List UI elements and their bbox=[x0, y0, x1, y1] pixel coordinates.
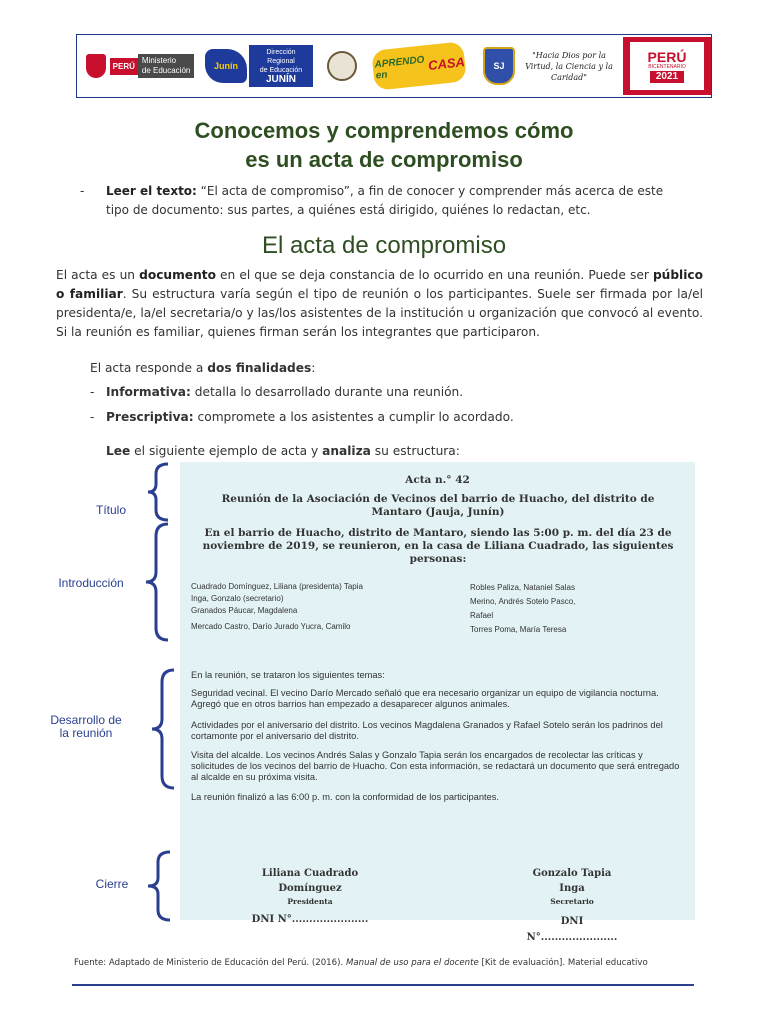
bullet-text: compromete a los asistentes a cumplir lo acordado. bbox=[193, 410, 514, 424]
sign-left-name2: Domínguez bbox=[278, 883, 342, 894]
peru2021-sub: BICENTENARIO bbox=[648, 63, 686, 70]
minedu-logo bbox=[85, 43, 195, 89]
brace-titulo-icon bbox=[142, 462, 176, 522]
instruction-text2: tipo de documento: sus partes, a quiénes está dirigido, quiénes lo redactan, etc. bbox=[106, 203, 591, 217]
section-title: El acta de compromiso bbox=[261, 232, 507, 259]
attendee: Mercado Castro, Darío Jurado Yucra, Camilo bbox=[191, 622, 351, 631]
attendee: Inga, Gonzalo (secretario) bbox=[191, 594, 284, 603]
dev-closing: La reunión finalizó a las 6:00 p. m. con la conformidad de los participantes. bbox=[191, 792, 500, 802]
aprendo-casa: CASA bbox=[427, 53, 466, 73]
school-motto: "Hacia Dios por la Virtud, la Ciencia y la Caridad" bbox=[525, 50, 613, 82]
footer-divider bbox=[72, 984, 694, 986]
school-emblem-icon bbox=[327, 51, 357, 81]
acta-number: Acta n.° 42 bbox=[405, 474, 470, 486]
minedu-name bbox=[138, 54, 194, 78]
bullet-bold: Informativa: bbox=[106, 385, 191, 399]
peru2021-year: 2021 bbox=[650, 71, 684, 83]
label-titulo: Título bbox=[95, 503, 126, 517]
label-desarrollo-line2: la reunión bbox=[59, 726, 113, 740]
attendee: Cuadrado Domínguez, Liliana (presidenta) Tapia bbox=[191, 582, 363, 591]
attendees-right bbox=[470, 581, 670, 637]
label-desarrollo bbox=[36, 714, 136, 740]
attendee: Torres Poma, María Teresa bbox=[470, 625, 567, 634]
source-citation bbox=[74, 958, 648, 968]
aprendo-en-casa-logo bbox=[371, 43, 467, 89]
page-title-line2: es un acta de compromiso bbox=[245, 147, 523, 172]
fin-intro-bold: dos finalidades bbox=[207, 361, 312, 375]
dev-item: Seguridad vecinal. El vecino Darío Mercado señaló que era necesario organizar un equipo de vigilancia nocturna. Agregó que en otros barrios han empezado a desaparecer algunos animales. bbox=[191, 688, 659, 709]
page-title-line1: Conocemos y comprendemos cómo bbox=[194, 118, 574, 143]
fin-intro-text: El acta responde a bbox=[90, 361, 208, 375]
instruction-body bbox=[106, 182, 720, 220]
sign-right-name2: Inga bbox=[559, 883, 585, 894]
brace-cierre-icon bbox=[142, 850, 176, 922]
peru2021-title: PERÚ bbox=[647, 48, 687, 65]
sign-left-name1: Liliana Cuadrado bbox=[261, 868, 359, 879]
lee-text2: su estructura: bbox=[370, 444, 460, 458]
aprendo-badge bbox=[371, 41, 467, 90]
instruction-dash: - bbox=[80, 184, 85, 198]
peru2021-inner bbox=[630, 42, 704, 90]
acta-title: Reunión de la Asociación de Vecinos del barrio de Huacho, del distrito de Mantaro (Jauja, Junín) bbox=[221, 493, 655, 518]
attendees-left bbox=[191, 581, 461, 633]
shield-icon: SJ bbox=[483, 47, 515, 85]
acta-intro: En el barrio de Huacho, distrito de Mantaro, siendo las 5:00 p. m. del día 23 de noviembre de 2019, se reunieron, en la casa de Liliana Cuadrado, las siguientes personas: bbox=[202, 527, 674, 565]
sign-right-dni bbox=[502, 914, 642, 946]
label-cierre: Cierre bbox=[95, 877, 129, 891]
sign-right-dni1: DNI bbox=[560, 916, 584, 927]
dre-junin-logo bbox=[205, 43, 313, 89]
signature-right bbox=[502, 866, 642, 908]
para-bold2: público o familiar bbox=[56, 268, 704, 301]
peru-coat-of-arms-icon bbox=[86, 54, 106, 78]
list-item bbox=[90, 408, 514, 426]
bullet-bold: Prescriptiva: bbox=[106, 410, 194, 424]
label-introduccion: Introducción bbox=[58, 576, 124, 590]
list-item bbox=[90, 383, 463, 401]
junin-text bbox=[249, 45, 313, 87]
junin-line1: Dirección Regional bbox=[266, 49, 296, 65]
finalidades-intro bbox=[90, 359, 315, 377]
header-banner bbox=[76, 34, 712, 98]
instruction-text1: “El acta de compromiso”, a fin de conocer y comprender más acerca de este bbox=[196, 184, 664, 198]
lee-text1: el siguiente ejemplo de acta y bbox=[130, 444, 323, 458]
attendee: Granados Páucar, Magdalena bbox=[191, 606, 298, 615]
sign-left-role: Presidenta bbox=[287, 897, 333, 906]
bullet-dash: - bbox=[90, 410, 95, 424]
sign-right-dni2: N°...................... bbox=[526, 932, 618, 943]
attendee: Merino, Andrés Sotelo Pasco, bbox=[470, 597, 576, 606]
lee-bold1: Lee bbox=[106, 444, 131, 458]
brace-desarrollo-icon bbox=[148, 668, 182, 790]
minedu-line1: Ministerio bbox=[141, 56, 177, 65]
minedu-peru-label: PERÚ bbox=[110, 58, 138, 75]
minedu-line2: de Educación bbox=[141, 66, 191, 75]
para-text2: en el que se deja constancia de lo ocurrido en una reunión. Puede ser bbox=[215, 268, 653, 282]
para-bold1: documento bbox=[139, 268, 216, 282]
definition-paragraph bbox=[56, 266, 703, 342]
source-italic: Manual de uso para el docente bbox=[345, 958, 479, 968]
bullet-dash: - bbox=[90, 385, 95, 399]
dev-item: Visita del alcalde. Los vecinos Andrés Salas y Gonzalo Tapia serán los encargados de recolectar las críticas y solicitudes de los vecinos del barrio de Huacho. Con esta información, se redactará un documento que será entregado al alcalde en su próxima visita. bbox=[191, 750, 680, 782]
sign-right-name1: Gonzalo Tapia bbox=[532, 868, 612, 879]
attendee: Robles Paliza, Nataniel Salas bbox=[470, 583, 575, 592]
sign-right-role: Secretario bbox=[550, 897, 594, 906]
junin-map-icon: Junín bbox=[205, 49, 247, 83]
peru-bicentenario-logo bbox=[623, 37, 711, 95]
brace-introduccion-icon bbox=[142, 522, 176, 642]
school-logo bbox=[319, 43, 365, 89]
sign-left-dni: DNI N°...................... bbox=[251, 914, 369, 925]
lee-instruction bbox=[106, 442, 460, 460]
dev-intro: En la reunión, se trataron los siguientes temas: bbox=[191, 670, 385, 680]
label-desarrollo-line1: Desarrollo de bbox=[50, 713, 122, 727]
instruction-bold: Leer el texto: bbox=[106, 184, 197, 198]
signature-left bbox=[240, 866, 380, 908]
source-text2: [Kit de evaluación]. Material educativo bbox=[478, 958, 648, 968]
junin-line3: JUNÍN bbox=[265, 74, 296, 85]
lee-bold2: analiza bbox=[322, 444, 371, 458]
fin-intro-end: : bbox=[311, 361, 316, 375]
aprendo-text: APRENDO en bbox=[374, 54, 425, 82]
source-text1: Fuente: Adaptado de Ministerio de Educación del Perú. (2016). bbox=[74, 958, 346, 968]
school-shield-logo bbox=[479, 43, 519, 89]
para-text1: El acta es un bbox=[56, 268, 140, 282]
junin-line2: de Educación bbox=[259, 67, 303, 74]
dev-item: Actividades por el aniversario del distrito. Los vecinos Magdalena Granados y Rafael Sotelo serán los padrinos del cortamonte por el aniversario del distrito. bbox=[191, 720, 663, 741]
instruction bbox=[80, 182, 720, 220]
bullet-text: detalla lo desarrollado durante una reunión. bbox=[190, 385, 464, 399]
para-text3: . Su estructura varía según el tipo de reunión o los participantes. Suele ser firmada por la/el presidenta/e, la/el secretaria/o y las/los asistentes de la institución u organización que convocó al evento. Si la reunión es familiar, quienes firman serán los integrantes que participaron. bbox=[56, 287, 703, 339]
page-title bbox=[0, 116, 768, 174]
attendee: Rafael bbox=[470, 611, 494, 620]
